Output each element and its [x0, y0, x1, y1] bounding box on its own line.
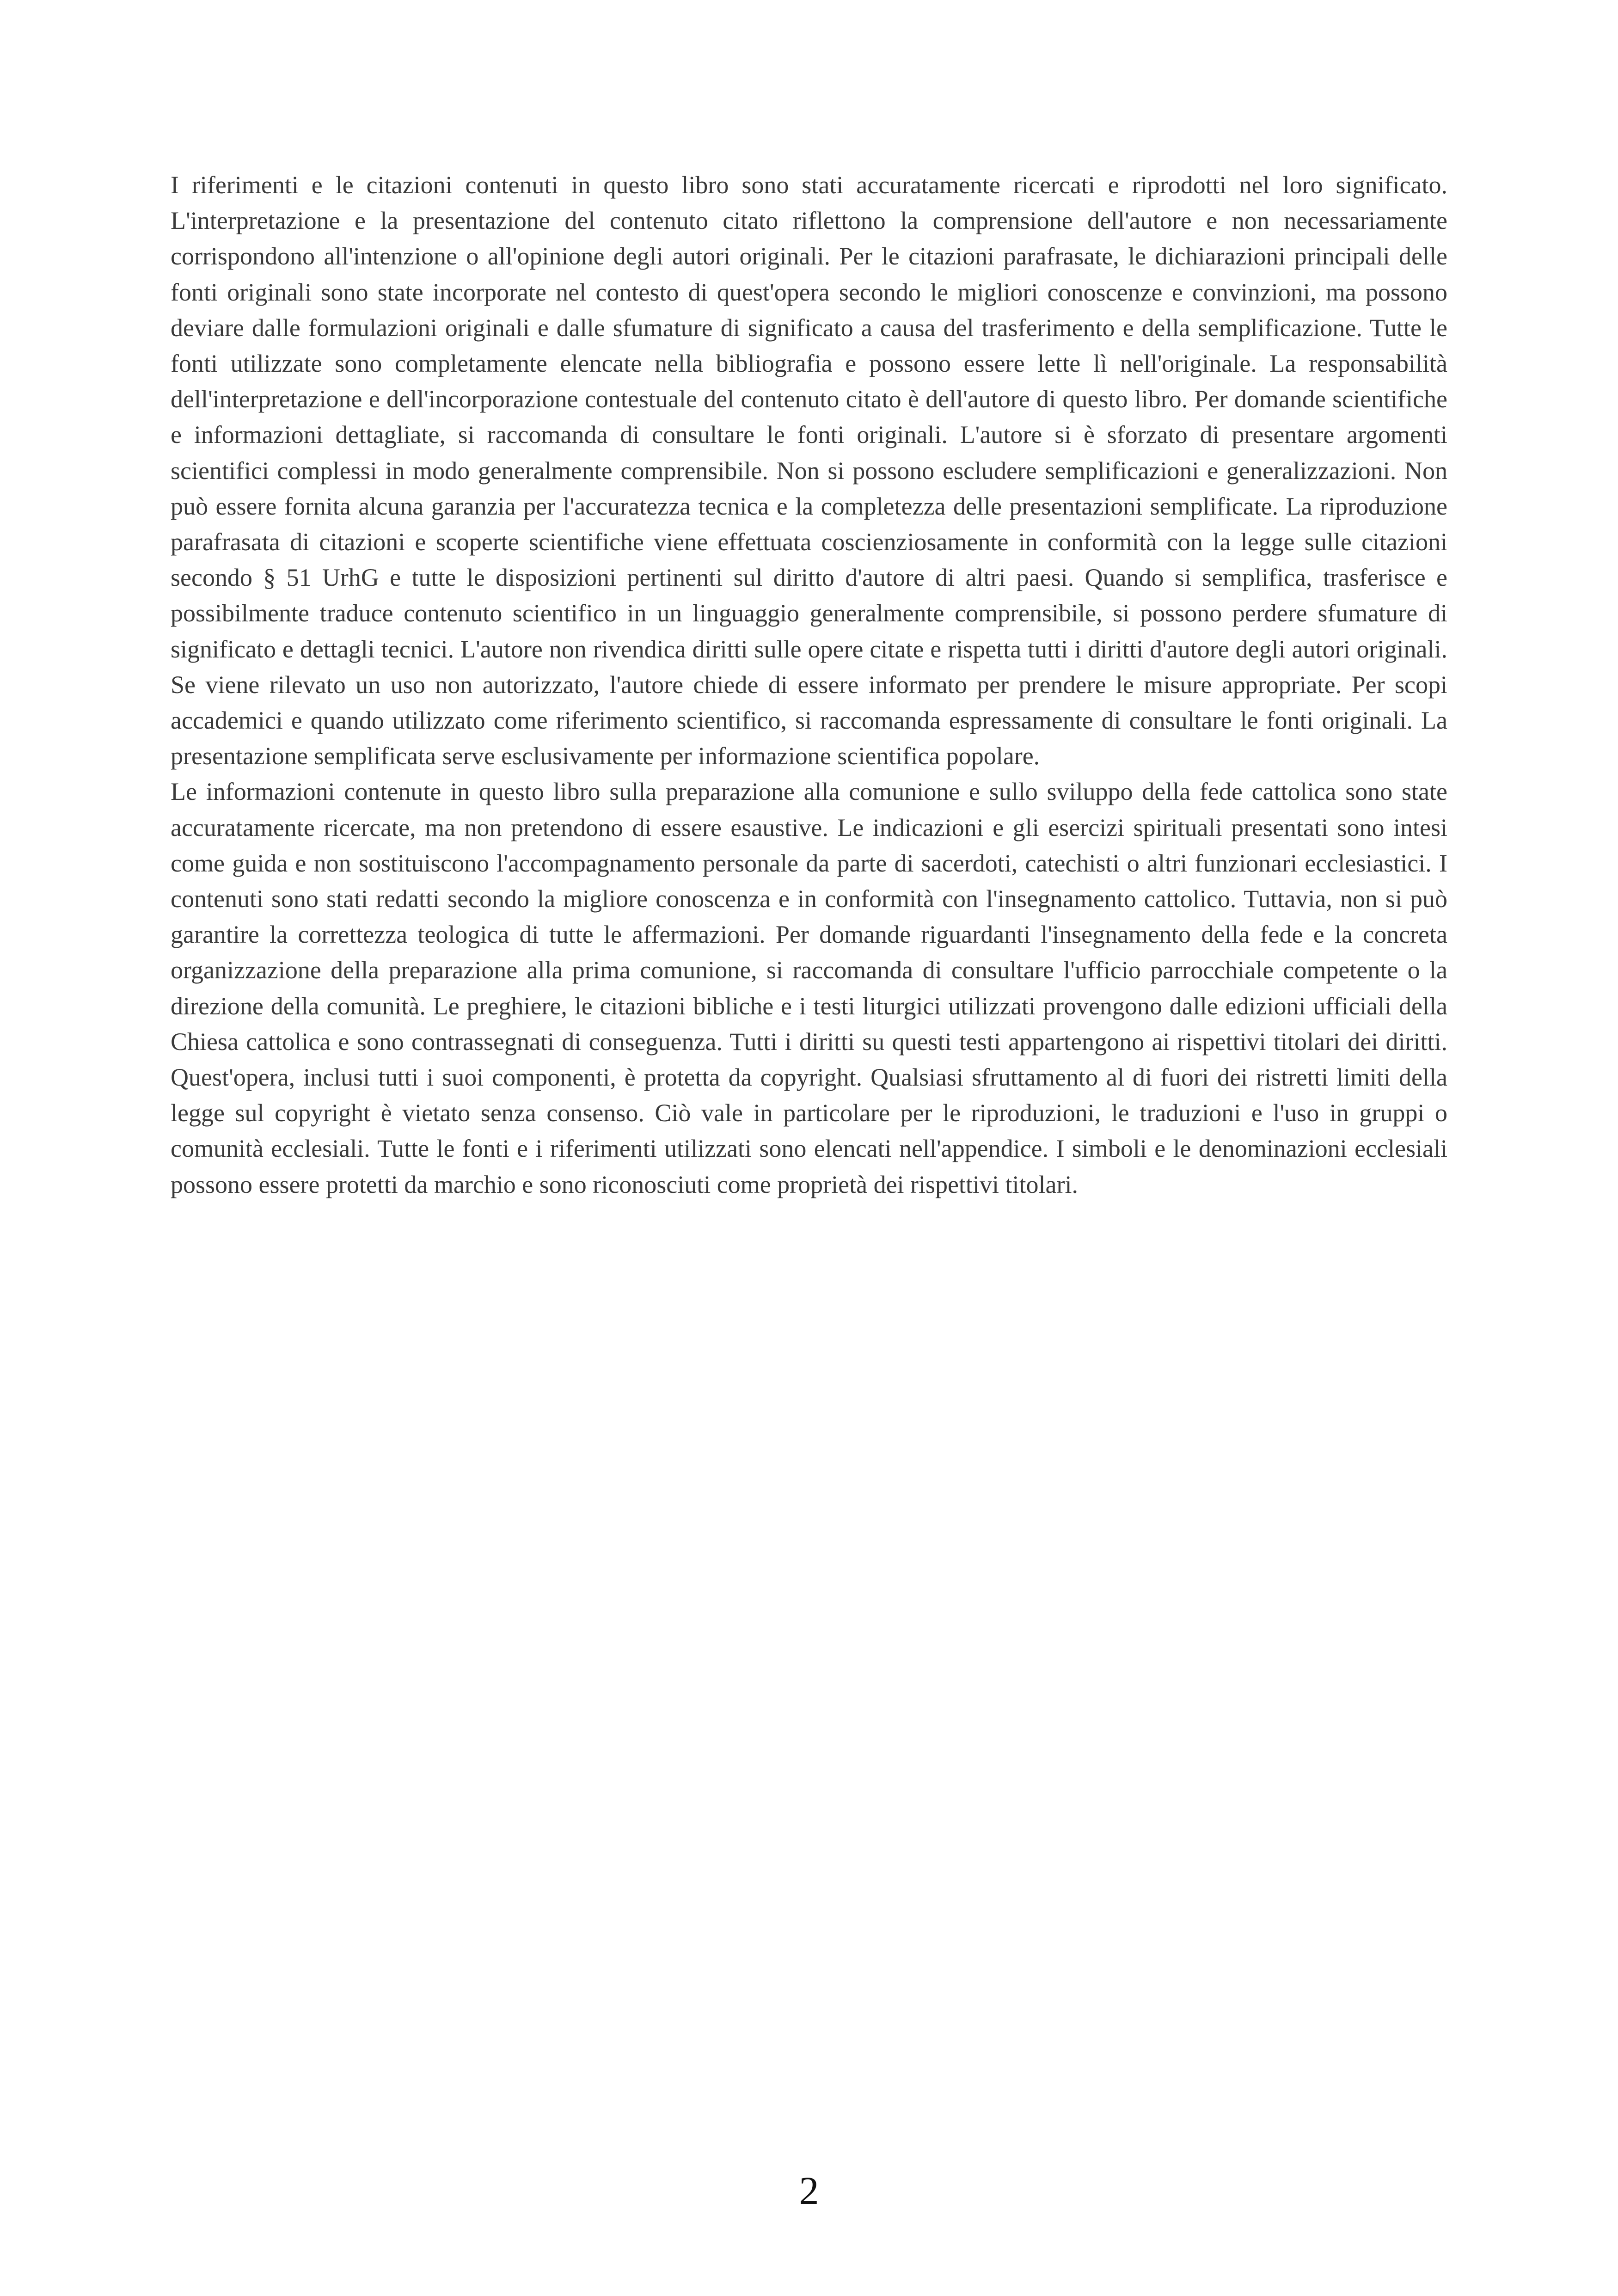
body-text [171, 167, 1447, 1203]
paragraph-communion-disclaimer: Le informazioni contenute in questo libro sulla preparazione alla comunione e sullo sviluppo della fede cattolica sono state accuratamente ricercate, ma non pretendono di essere esaustive. Le indicazioni e gli esercizi spirituali presentati sono intesi come guida e non sostituiscono l'accompagnamento personale da parte di sacerdoti, catechisti o altri funzionari ecclesiastici. I contenuti sono stati redatti secondo la migliore conoscenza e in conformità con l'insegnamento cattolico. Tuttavia, non si può garantire la correttezza teologica di tutte le affermazioni. Per domande riguardanti l'insegnamento della fede e la concreta organizzazione della preparazione alla prima comunione, si raccomanda di consultare l'ufficio parrocchiale competente o la direzione della comunità. Le preghiere, le citazioni bibliche e i testi liturgici utilizzati provengono dalle edizioni ufficiali della Chiesa cattolica e sono contrassegnati di conseguenza. Tutti i diritti su questi testi appartengono ai rispettivi titolari dei diritti. Quest'opera, inclusi tutti i suoi componenti, è protetta da copyright. Qualsiasi sfruttamento al di fuori dei ristretti limiti della legge sul copyright è vietato senza consenso. Ciò vale in particolare per le riproduzioni, le traduzioni e l'uso in gruppi o comunità ecclesiali. Tutte le fonti e i riferimenti utilizzati sono elencati nell'appendice. I simboli e le denominazioni ecclesiali possono essere protetti da marchio e sono riconosciuti come proprietà dei rispettivi titolari. [171, 778, 1447, 1198]
page-number: 2 [799, 2168, 819, 2213]
paragraph-citations-disclaimer: I riferimenti e le citazioni contenuti in questo libro sono stati accuratamente ricercati e riprodotti nel loro significato. L'interpretazione e la presentazione del contenuto citato riflettono la comprensione dell'autore e non necessariamente corrispondono all'intenzione o all'opinione degli autori originali. Per le citazioni parafrasate, le dichiarazioni principali delle fonti originali sono state incorporate nel contesto di quest'opera secondo le migliori conoscenze e convinzioni, ma possono deviare dalle formulazioni originali e dalle sfumature di significato a causa del trasferimento e della semplificazione. Tutte le fonti utilizzate sono completamente elencate nella bibliografia e possono essere lette lì nell'originale. La responsabilità dell'interpretazione e dell'incorporazione contestuale del contenuto citato è dell'autore di questo libro. Per domande scientifiche e informazioni dettagliate, si raccomanda di consultare le fonti originali. L'autore si è sforzato di presentare argomenti scientifici complessi in modo generalmente comprensibile. Non si possono escludere semplificazioni e generalizzazioni. Non può essere fornita alcuna garanzia per l'accuratezza tecnica e la completezza delle presentazioni semplificate. La riproduzione parafrasata di citazioni e scoperte scientifiche viene effettuata coscienziosamente in conformità con la legge sulle citazioni secondo § 51 UrhG e tutte le disposizioni pertinenti sul diritto d'autore di altri paesi. Quando si semplifica, trasferisce e possibilmente traduce contenuto scientifico in un linguaggio generalmente comprensibile, si possono perdere sfumature di significato e dettagli tecnici. L'autore non rivendica diritti sulle opere citate e rispetta tutti i diritti d'autore degli autori originali. Se viene rilevato un uso non autorizzato, l'autore chiede di essere informato per prendere le misure appropriate. Per scopi accademici e quando utilizzato come riferimento scientifico, si raccomanda espressamente di consultare le fonti originali. La presentazione semplificata serve esclusivamente per informazione scientifica popolare. [171, 171, 1447, 770]
